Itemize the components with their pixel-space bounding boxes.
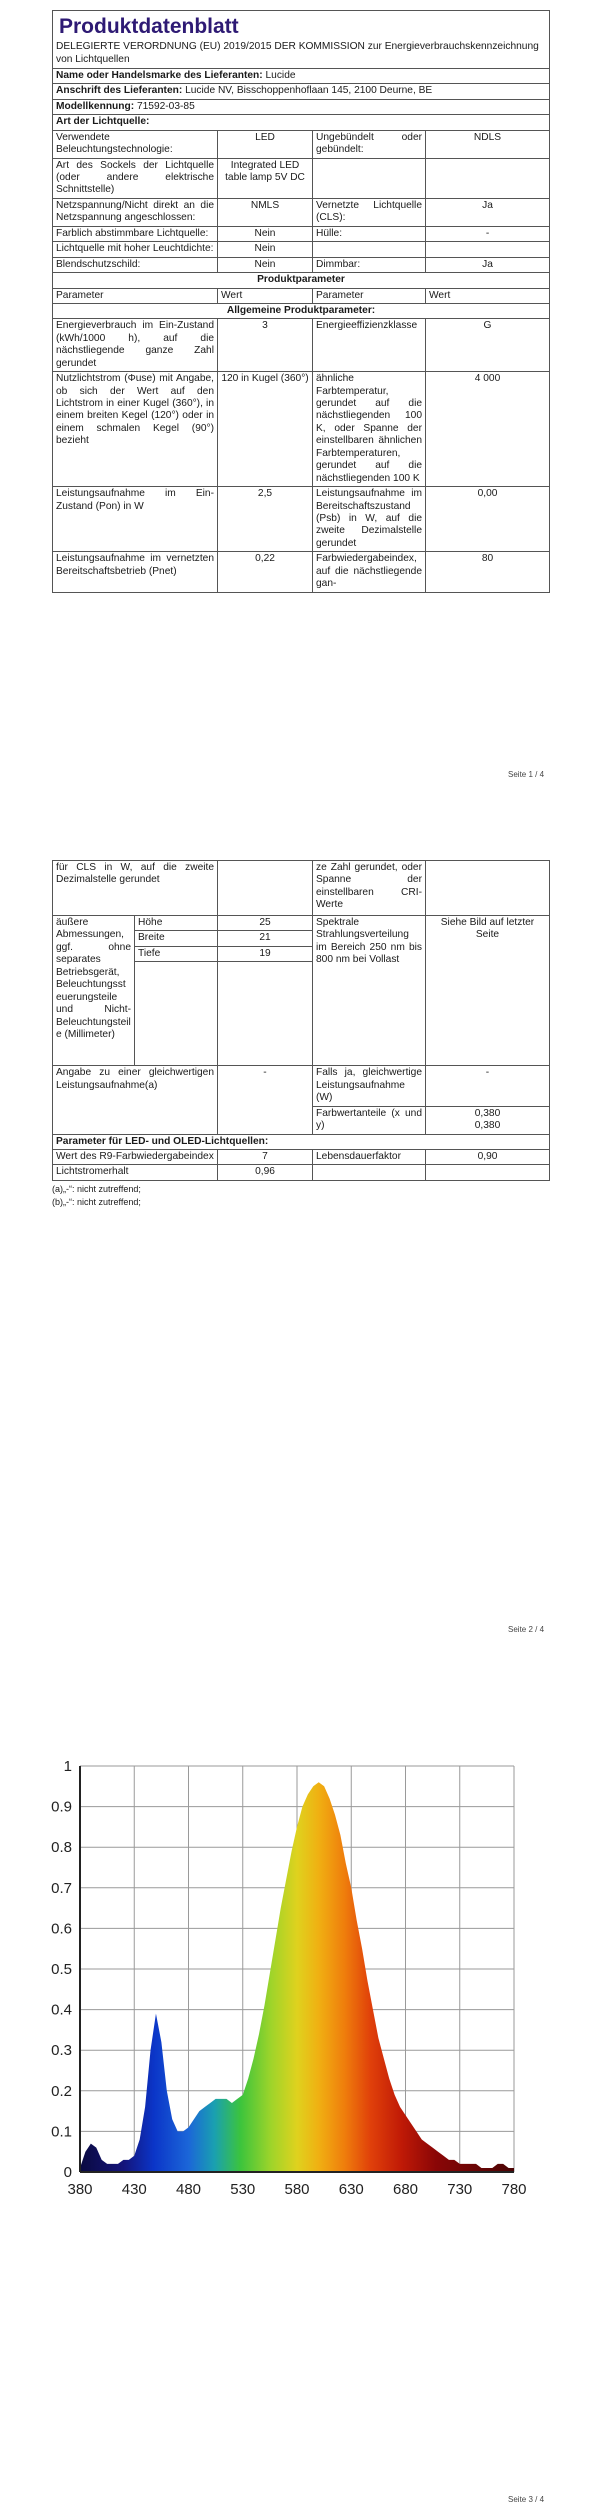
equiv-label: Angabe zu einer gleichwertigen Leistungsaufnahme(a) [53, 1066, 218, 1134]
x-tick-label: 630 [338, 2181, 364, 2198]
lst-label-1: Lichtquelle mit hoher Leuchtdichte: [53, 242, 218, 257]
spectral-distribution-chart [0, 1750, 592, 2310]
param-row [53, 319, 550, 372]
general-params-heading: Allgemeine Produktparameter: [53, 303, 550, 318]
equiv-yes-label: Falls ja, gleichwertige Leistungsaufnahme (W) [313, 1066, 426, 1106]
lst-label-1: Verwendete Beleuchtungstechnologie: [53, 130, 218, 158]
param-value-1: 3 [218, 319, 313, 372]
footnote-a: (a)„-“: nicht zutreffend; [52, 1183, 141, 1194]
lst-label-2: Dimmbar: [313, 257, 426, 272]
lst-row [53, 198, 550, 226]
dims-row [53, 916, 550, 931]
cri-value: 80 [426, 552, 550, 592]
param-label-2: ähnliche Farbtemperatur, gerundet auf die nächstliegenden 100 K, oder Spanne der einstellbaren ähnlichen Farbtemperaturen, gerundet auf die nächstliegenden 100 K [313, 372, 426, 487]
param-label-2: Energieeffizienzklasse [313, 319, 426, 372]
page-2 [0, 860, 592, 1640]
y-tick-label: 0.1 [51, 2123, 72, 2141]
dim-value-depth: 19 [218, 946, 313, 961]
supplier-address-label: Anschrift des Lieferanten: [56, 85, 183, 97]
y-tick-label: 0 [63, 2164, 72, 2181]
y-tick-label: 0.5 [51, 1961, 72, 1978]
page-footer-3: Seite 3 / 4 [508, 2495, 545, 2504]
param-label-1: Nutzlichtstrom (Φuse) mit Angabe, ob sich der Wert auf den Lichtstrom in einer Kugel (360°), in einem breiten Kegel (120°) oder in einem schmalen Kegel (90°) bezieht [53, 372, 218, 487]
product-params-heading: Produktparameter [53, 273, 550, 288]
lst-row [53, 130, 550, 158]
lst-value-1: LED [218, 130, 313, 158]
lst-row [53, 158, 550, 198]
param-label-1: Energieverbrauch im Ein-Zustand (kWh/1000 h), auf die nächstliegende ganze Zahl gerundet [53, 319, 218, 372]
footnote-b: (b)„-“: nicht zutreffend; [52, 1197, 141, 1208]
net-standby-value: 0,22 [218, 552, 313, 592]
spectral-value: Siehe Bild auf letzter Seite [426, 916, 550, 1066]
maint-value: 0,96 [218, 1165, 313, 1180]
footnotes [52, 1183, 549, 1210]
led-params-heading: Parameter für LED- und OLED-Lichtquellen: [53, 1134, 550, 1149]
maint-empty-1 [313, 1165, 426, 1180]
y-tick-label: 1 [63, 1758, 72, 1775]
maint-empty-2 [426, 1165, 550, 1180]
life-label: Lebensdauerfaktor [313, 1149, 426, 1164]
maint-row [53, 1165, 550, 1180]
lst-label-2: Vernetzte Lichtquelle (CLS): [313, 198, 426, 226]
param-row [53, 372, 550, 487]
supplier-brand-value: Lucide [265, 69, 296, 81]
spectrum-area [80, 1782, 514, 2172]
param-label-2: Leistungsaufnahme im Bereitschaftszustand (Psb) in W, auf die zweite Dezimalstelle gerundet [313, 487, 426, 552]
dim-value-height: 25 [218, 916, 313, 931]
x-tick-label: 380 [67, 2181, 93, 2198]
x-tick-label: 530 [230, 2181, 256, 2198]
net-standby-cont-empty [218, 861, 313, 916]
dims-label: äußere Abmessungen, ggf. ohne separates Betriebsgerät, Beleuchtungssteuerungsteile und Nicht-Beleuchtungsteile (Millimeter) [53, 916, 135, 1066]
r9-value: 7 [218, 1149, 313, 1164]
life-value: 0,90 [426, 1149, 550, 1164]
r9-label: Wert des R9-Farbwiedergabeindex [53, 1149, 218, 1164]
sheet-page-1 [52, 10, 549, 593]
regulation-text: DELEGIERTE VERORDNUNG (EU) 2019/2015 DER KOMMISSION zur Energieverbrauchskennzeichnung von Lichtquellen [56, 41, 539, 65]
x-tick-label: 480 [175, 2181, 202, 2198]
dims-filler-2 [218, 962, 313, 1066]
x-tick-labels [67, 2181, 526, 2198]
dim-name-height: Höhe [135, 916, 218, 931]
maint-label: Lichtstromerhalt [53, 1165, 218, 1180]
page-footer-2: Seite 2 / 4 [508, 1625, 545, 1634]
x-tick-label: 430 [121, 2181, 147, 2198]
dim-value-width: 21 [218, 931, 313, 946]
net-standby-label-part2: für CLS in W, auf die zweite Dezimalstelle gerundet [53, 861, 218, 916]
page-3 [0, 1720, 592, 2510]
equiv-value: - [218, 1066, 313, 1134]
y-tick-labels [51, 1758, 72, 2181]
param-row-split-bottom [53, 861, 550, 916]
param-value-2: 0,00 [426, 487, 550, 552]
datasheet-table-2 [52, 860, 550, 1181]
y-tick-label: 0.8 [51, 1839, 72, 1857]
y-tick-label: 0.7 [51, 1879, 72, 1897]
chroma-x: 0,380 [474, 1107, 501, 1119]
lst-row [53, 257, 550, 272]
supplier-address-value: Lucide NV, Bisschoppenhoflaan 145, 2100 Deurne, BE [185, 85, 433, 97]
param-row-split-top [53, 552, 550, 592]
lst-value-2: Ja [426, 257, 550, 272]
lst-label-2 [313, 242, 426, 257]
lst-label-2: Ungebündelt oder gebündelt: [313, 130, 426, 158]
y-tick-label: 0.6 [51, 1920, 72, 1938]
equiv-yes-value: - [426, 1066, 550, 1106]
sheet-page-2 [52, 860, 549, 1210]
lst-row [53, 242, 550, 257]
x-tick-label: 780 [501, 2181, 527, 2198]
lst-value-1: Integrated LED table lamp 5V DC [218, 158, 313, 198]
dim-name-width: Breite [135, 931, 218, 946]
model-row [53, 99, 550, 114]
lst-value-2 [426, 158, 550, 198]
col-value2-header: Wert [426, 288, 550, 303]
lst-value-1: Nein [218, 226, 313, 241]
lst-value-1: NMLS [218, 198, 313, 226]
lst-label-2 [313, 158, 426, 198]
lst-label-1: Netzspannung/Nicht direkt an die Netzspannung angeschlossen: [53, 198, 218, 226]
params-header-row [53, 288, 550, 303]
spectral-label: Spektrale Strahlungsverteilung im Bereich 250 nm bis 800 nm bei Vollast [313, 916, 426, 1066]
lst-value-1: Nein [218, 257, 313, 272]
lst-label-2: Hülle: [313, 226, 426, 241]
chroma-values [426, 1106, 550, 1134]
y-tick-label: 0.2 [51, 2082, 72, 2100]
col-param2-header: Parameter [313, 288, 426, 303]
supplier-address-row [53, 84, 550, 99]
lst-value-2: - [426, 226, 550, 241]
param-label-1: Leistungsaufnahme im Ein-Zustand (Pon) in W [53, 487, 218, 552]
lst-value-1: Nein [218, 242, 313, 257]
cri-label-part2: ze Zahl gerundet, oder Spanne der einstellbaren CRI-Werte [313, 861, 426, 916]
y-tick-label: 0.4 [51, 2001, 72, 2019]
lst-value-2 [426, 242, 550, 257]
equiv-row [53, 1066, 550, 1106]
param-row [53, 487, 550, 552]
lst-label-1: Farblich abstimmbare Lichtquelle: [53, 226, 218, 241]
doc-title: Produktdatenblatt [59, 15, 239, 38]
net-standby-label-part1: Leistungsaufnahme im vernetzten Bereitschaftsbetrieb (Pnet) [53, 552, 218, 592]
x-tick-label: 580 [284, 2181, 310, 2198]
model-value: 71592-03-85 [136, 100, 195, 112]
supplier-brand-label: Name oder Handelsmarke des Lieferanten: [56, 69, 263, 81]
x-tick-label: 680 [392, 2181, 419, 2198]
page-1 [0, 0, 592, 800]
dims-filler-1 [135, 962, 218, 1066]
supplier-brand-row [53, 68, 550, 83]
col-param-header: Parameter [53, 288, 218, 303]
param-value-2: 4 000 [426, 372, 550, 487]
chroma-label: Farbwertanteile (x und y) [313, 1106, 426, 1134]
page-footer-1: Seite 1 / 4 [508, 770, 545, 779]
r9-row [53, 1149, 550, 1164]
dim-name-depth: Tiefe [135, 946, 218, 961]
lst-label-1: Art des Sockels der Lichtquelle (oder andere elektrische Schnittstelle) [53, 158, 218, 198]
param-value-1: 120 in Kugel (360°) [218, 372, 313, 487]
lst-value-2: Ja [426, 198, 550, 226]
cri-label-part1: Farbwiedergabeindex, auf die nächstliegende gan- [313, 552, 426, 592]
lst-value-2: NDLS [426, 130, 550, 158]
col-value-header: Wert [218, 288, 313, 303]
chroma-y: 0,380 [474, 1120, 501, 1132]
y-tick-label: 0.3 [51, 2042, 72, 2060]
param-value-2: G [426, 319, 550, 372]
x-tick-label: 730 [447, 2181, 473, 2198]
datasheet-table-1 [52, 10, 550, 593]
lst-label-1: Blendschutzschild: [53, 257, 218, 272]
param-value-1: 2,5 [218, 487, 313, 552]
model-label: Modellkennung: [56, 100, 135, 112]
y-tick-label: 0.9 [51, 1798, 72, 1816]
cri-cont-empty [426, 861, 550, 916]
lst-row [53, 226, 550, 241]
light-source-type-heading: Art der Lichtquelle: [53, 115, 550, 130]
